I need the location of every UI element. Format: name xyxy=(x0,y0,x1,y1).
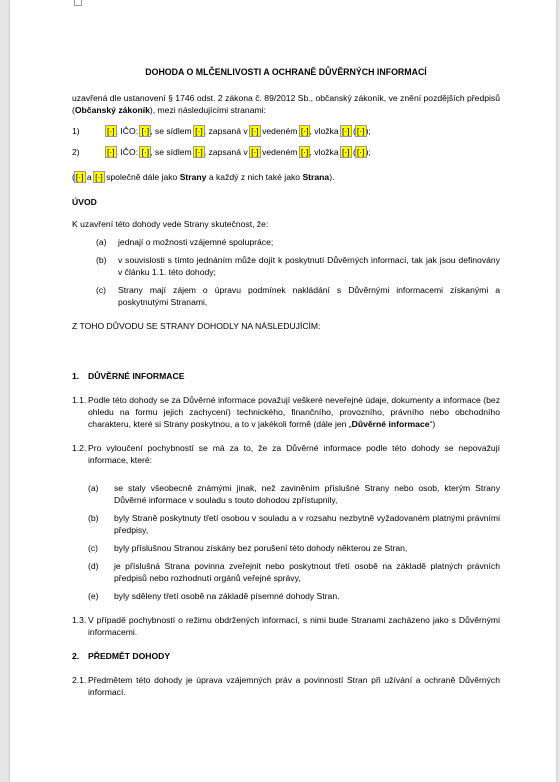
party-text: [·], IČO: [·], se sídlem [·], zapsaná v [·] vedeném [·], vložka [·] ([·]); xyxy=(107,126,371,136)
party-text: [·], IČO: [·], se sídlem [·], zapsaná v [·] vedeném [·], vložka [·] ([·]); xyxy=(107,147,371,157)
article-1-3: 1.3. V případě pochybností o režimu obdržených informací, s nimi bude Stranami zacházeno jako s Důvěrnými informacemi. xyxy=(72,615,500,637)
article-1-1: 1.1. Podle této dohody se za Důvěrné informace považují veškeré neveřejné údaje, dokumenty a informace (bez ohledu na formu jejich zachycení) technického, finančního, provozního, právního nebo obchodního charakteru, které si Strany poskytnou, a to v jakékoli formě (dále jen „Důvěrné informace“) xyxy=(72,395,500,429)
party-number: 2) xyxy=(72,147,80,157)
placeholder-field[interactable]: [·] xyxy=(107,126,115,136)
recital-item: (c) Strany mají zájem o úpravu podmínek nakládání s Důvěrnými informacemi získanými a poskytnutými Stranami, xyxy=(96,285,500,307)
placeholder-field[interactable]: [·] xyxy=(75,172,84,182)
document-page xyxy=(10,0,556,782)
placeholder-field[interactable]: [·] xyxy=(356,147,365,157)
placeholder-field[interactable]: [·] xyxy=(141,147,150,157)
placeholder-field[interactable]: [·] xyxy=(195,147,203,157)
placeholder-field[interactable]: [·] xyxy=(107,147,115,157)
section-1-heading: 1. DŮVĚRNÉ INFORMACE xyxy=(72,371,185,381)
placeholder-field[interactable]: [·] xyxy=(95,172,103,182)
recital-item: (b) v souvislosti s tímto jednáním může dojít k poskytnutí Důvěrných informací, tak jak jsou definovány v článku 1.1. této dohody; xyxy=(96,255,500,277)
parties-definition: ([·] a [·] společně dále jako Strany a každý z nich také jako Strana). xyxy=(72,172,335,182)
article-2-1: 2.1. Předmětem této dohody je úprava vzájemných práv a povinností Stran při užívání a ochraně Důvěrných informací. xyxy=(72,675,500,697)
placeholder-field[interactable]: [·] xyxy=(300,126,309,136)
sub-item: (a) se staly všeobecně známými jinak, než zaviněním příslušné Strany nebo osob, kterým Strany Důvěrné informace v souladu s touto dohodou zpřístupnily, xyxy=(88,483,500,505)
recital-item: (a) jednají o možnosti vzájemné spolupráce; xyxy=(96,237,274,247)
z-toho-statement: Z TOHO DŮVODU SE STRANY DOHODLY NA NÁSLEDUJÍCÍM: xyxy=(72,321,321,331)
page-corner-marker xyxy=(74,0,82,6)
placeholder-field[interactable]: [·] xyxy=(300,147,309,157)
placeholder-field[interactable]: [·] xyxy=(195,126,203,136)
party-number: 1) xyxy=(72,126,80,136)
sub-item: (b) byly Straně poskytnuty třetí osobou v souladu a v rozsahu nezbytně vyžadovaném platnými právními předpisy, xyxy=(88,513,500,535)
placeholder-field[interactable]: [·] xyxy=(356,126,365,136)
intro-bold-term: Občanský zákoník xyxy=(74,105,150,115)
article-1-2: 1.2. Pro vyloučení pochybností se má za to, že za Důvěrné informace podle této dohody se nepovažují informace, které: xyxy=(72,443,500,465)
section-2-heading: 2. PŘEDMĚT DOHODY xyxy=(72,651,171,661)
placeholder-field[interactable]: [·] xyxy=(342,126,350,136)
uvod-heading: ÚVOD xyxy=(72,197,97,207)
sub-item: (c) byly příslušnou Stranou získány bez porušení této dohody některou ze Stran, xyxy=(88,543,408,553)
placeholder-field[interactable]: [·] xyxy=(251,147,259,157)
uvod-intro: K uzavření této dohody vede Strany skutečnost, že: xyxy=(72,219,269,229)
sub-item: (d) je příslušná Strana povinna zveřejnit nebo poskytnout třetí osobě na základě platných právních předpisů nebo rozhodnutí orgánů veřejné správy, xyxy=(88,561,500,583)
placeholder-field[interactable]: [·] xyxy=(251,126,259,136)
intro-paragraph: uzavřená dle ustanovení § 1746 odst. 2 zákona č. 89/2012 Sb., občanský zákoník, ve znění pozdějších předpisů (Občanský zákoník), mezi následujícími stranami: xyxy=(72,93,500,115)
party-2 xyxy=(72,146,500,158)
document-body xyxy=(72,66,500,698)
document-title: DOHODA O MLČENLIVOSTI A OCHRANĚ DŮVĚRNÝCH INFORMACÍ xyxy=(145,67,427,77)
placeholder-field[interactable]: [·] xyxy=(342,147,350,157)
sub-item: (e) byly sděleny třetí osobě na základě písemné dohody Stran. xyxy=(88,591,340,601)
placeholder-field[interactable]: [·] xyxy=(141,126,150,136)
party-1 xyxy=(72,125,500,137)
